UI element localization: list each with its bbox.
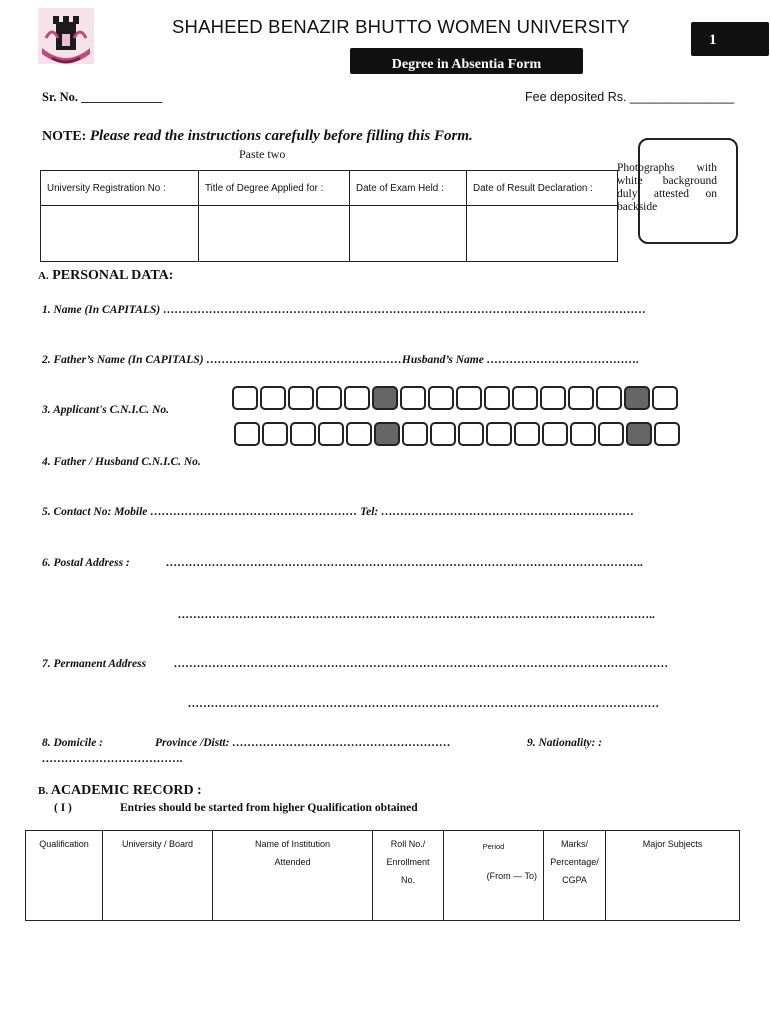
cnic-digit-box[interactable] (456, 386, 482, 410)
cnic-digit-box[interactable] (428, 386, 454, 410)
cnic-digit-box[interactable] (344, 386, 370, 410)
header-registration-no: University Registration No : (41, 171, 199, 206)
applicant-cnic-boxes[interactable] (232, 386, 678, 410)
cnic-digit-box[interactable] (570, 422, 596, 446)
col-institution-line-2: Attended (274, 857, 311, 867)
col-institution-line-1: Name of Institution (254, 839, 331, 849)
note (42, 128, 473, 145)
header-degree-title: Title of Degree Applied for : (199, 171, 350, 206)
col-marks (544, 831, 606, 921)
col-qualification (26, 831, 103, 921)
domicile-continuation[interactable]: ………………………………. (42, 753, 183, 765)
registration-no-cell[interactable] (41, 206, 199, 262)
page-number: 1 (691, 22, 769, 56)
name-field[interactable]: 1. Name (In CAPITALS) ……………………………………………………………………………………………………………… (42, 304, 647, 316)
cnic-digit-box[interactable] (288, 386, 314, 410)
section-a-title: PERSONAL DATA: (52, 268, 174, 283)
col-qualification-label: Qualification (39, 839, 89, 849)
section-b-letter: B. (38, 785, 49, 797)
col-university-board (103, 831, 213, 921)
section-b-sub-text: Entries should be started from higher Qualification obtained (120, 802, 418, 814)
cnic-digit-box[interactable] (234, 422, 260, 446)
cnic-digit-box[interactable] (514, 422, 540, 446)
header-exam-date: Date of Exam Held : (350, 171, 467, 206)
form-title: Degree in Absentia Form (350, 48, 583, 74)
cnic-digit-box[interactable] (596, 386, 622, 410)
cnic-digit-box[interactable] (262, 422, 288, 446)
domicile-label: 8. Domicile : (42, 737, 103, 749)
permanent-address-line-2[interactable]: …………………………………………………………………………………………………………… (188, 698, 660, 710)
exam-date-cell[interactable] (350, 206, 467, 262)
result-date-cell[interactable] (467, 206, 618, 262)
university-logo (38, 8, 94, 64)
col-university-board-label: University / Board (121, 839, 194, 849)
col-marks-line-3: CGPA (562, 875, 587, 885)
cnic-digit-box[interactable] (290, 422, 316, 446)
col-major-subjects-label: Major Subjects (642, 839, 703, 849)
section-a-letter: A. (38, 270, 49, 282)
cnic-digit-box[interactable] (458, 422, 484, 446)
cnic-digit-box[interactable] (512, 386, 538, 410)
cnic-separator-box (372, 386, 398, 410)
col-institution (213, 831, 373, 921)
photo-instructions: Photographs with white background duly attested on backside (617, 162, 717, 213)
cnic-digit-box[interactable] (654, 422, 680, 446)
col-roll-no-line-1: Roll No./ (390, 839, 426, 849)
cnic-digit-box[interactable] (402, 422, 428, 446)
cnic-digit-box[interactable] (232, 386, 258, 410)
academic-record-table (25, 830, 740, 921)
cnic-digit-box[interactable] (316, 386, 342, 410)
cnic-digit-box[interactable] (542, 422, 568, 446)
cnic-digit-box[interactable] (486, 422, 512, 446)
degree-title-cell[interactable] (199, 206, 350, 262)
registration-table (40, 170, 618, 262)
father-cnic-label: 4. Father / Husband C.N.I.C. No. (42, 456, 201, 468)
section-b-heading (38, 783, 202, 799)
col-roll-no (373, 831, 444, 921)
university-title: SHAHEED BENAZIR BHUTTO WOMEN UNIVERSITY (172, 16, 630, 37)
cnic-digit-box[interactable] (346, 422, 372, 446)
header-result-date: Date of Result Declaration : (467, 171, 618, 206)
cnic-digit-box[interactable] (484, 386, 510, 410)
postal-address-line-1[interactable]: …………………………………………………………………………………………………………….. (166, 557, 644, 569)
permanent-address-label: 7. Permanent Address (42, 658, 147, 670)
father-cnic-boxes[interactable] (234, 422, 680, 446)
col-roll-no-line-3: No. (400, 875, 415, 885)
postal-address-line-2[interactable]: …………………………………………………………………………………………………………….. (178, 609, 656, 621)
cnic-digit-box[interactable] (430, 422, 456, 446)
col-roll-no-line-2: Enrollment (386, 857, 430, 867)
col-period-line-1: Period (482, 842, 505, 851)
cnic-digit-box[interactable] (652, 386, 678, 410)
province-district-field[interactable]: Province /Distt: ………………………………………………… (155, 737, 451, 749)
cnic-digit-box[interactable] (260, 386, 286, 410)
paste-two-text: Paste two (239, 147, 286, 161)
fee-deposited: Fee deposited Rs. _______________ (525, 90, 735, 104)
col-marks-line-2: Percentage/ (550, 857, 599, 867)
cnic-digit-box[interactable] (400, 386, 426, 410)
section-a-heading (38, 268, 173, 284)
cnic-digit-box[interactable] (598, 422, 624, 446)
permanent-address-line-1[interactable]: ………………………………………………………………………………………………………………… (174, 658, 669, 670)
col-period (444, 831, 544, 921)
cnic-separator-box (626, 422, 652, 446)
cnic-digit-box[interactable] (540, 386, 566, 410)
applicant-cnic-label: 3. Applicant's C.N.I.C. No. (42, 404, 170, 416)
col-major-subjects (606, 831, 740, 921)
postal-address-label: 6. Postal Address : (42, 557, 130, 569)
note-label: NOTE: (42, 129, 87, 144)
serial-number: Sr. No. _____________ (42, 90, 163, 104)
cnic-digit-box[interactable] (568, 386, 594, 410)
contact-field[interactable]: 5. Contact No: Mobile ……………………………………………… Tel: ………………………………………………………… (42, 506, 635, 518)
col-marks-line-1: Marks/ (561, 839, 588, 849)
section-b-title: ACADEMIC RECORD : (50, 783, 202, 798)
section-b-sub-index: ( I ) (54, 802, 72, 814)
cnic-separator-box (374, 422, 400, 446)
nationality-field[interactable]: 9. Nationality: : (527, 737, 603, 749)
cnic-digit-box[interactable] (318, 422, 344, 446)
col-period-line-2: (From — To) (486, 871, 537, 881)
father-husband-name-field[interactable]: 2. Father’s Name (In CAPITALS) ……………………………………………Husband’s Name …………………………………. (42, 354, 640, 366)
cnic-separator-box (624, 386, 650, 410)
note-text: Please read the instructions carefully before filling this Form. (89, 128, 473, 144)
